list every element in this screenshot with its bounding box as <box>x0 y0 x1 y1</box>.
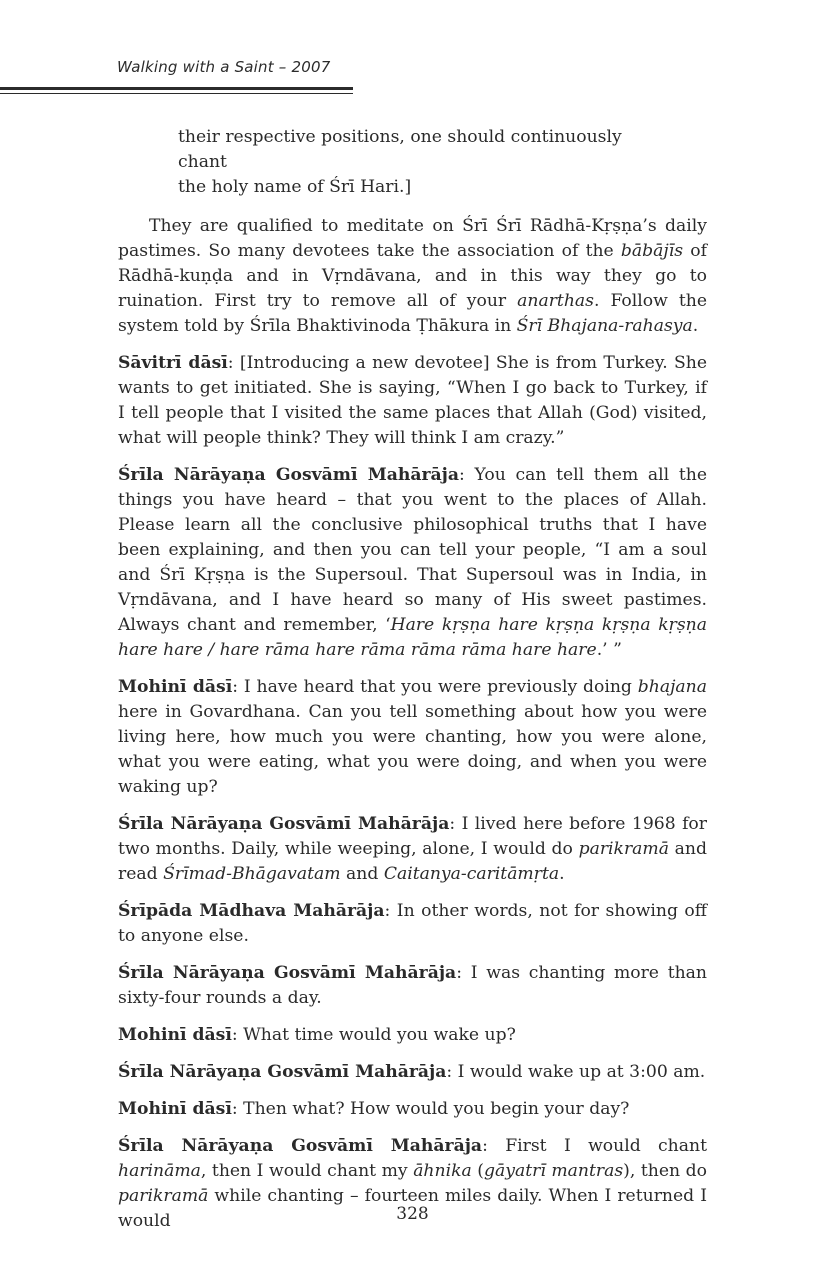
dialogue-paragraph: Śrīla Nārāyaṇa Gosvāmī Mahārāja: First I would chant harināma, then I would chant my āhnika (gāyatrī mantras), then do parikramā while chanting – fourteen miles daily. When I returned I would <box>118 1136 707 1231</box>
running-head: Walking with a Saint – 2007 <box>117 58 331 76</box>
verse-line: their respective positions, one should continuously chant <box>178 127 622 172</box>
dialogue-paragraph: Mohinī dāsī: I have heard that you were previously doing bhajana here in Govardhana. Can you tell something about how you were living here, how much you were chanting, how you were alone, what you were eating, what you were doing, and when you were waking up? <box>118 677 707 797</box>
speaker-name: Śrīla Nārāyaṇa Gosvāmī Mahārāja <box>118 1136 483 1156</box>
header-rule-thick <box>0 87 353 90</box>
dialogue-paragraph: Sāvitrī dāsī: [Introducing a new devotee] She is from Turkey. She wants to get initiated. She is saying, “When I go back to Turkey, if I tell people that I visited the same places that Allah (God) visited, what will people think? They will think I am crazy.” <box>118 353 707 448</box>
verse-translation-end <box>118 125 707 200</box>
dialogue-paragraph: Mohinī dāsī: Then what? How would you begin your day? <box>118 1099 630 1119</box>
intro-paragraph: They are qualified to meditate on Śrī Śrī Rādhā-Kṛṣṇa’s daily pastimes. So many devotees take the association of the bābājīs of Rādhā-kuṇḍa and in Vṛndāvana, and in this way they go to ruination. First try to remove all of your anarthas. Follow the system told by Śrīla Bhaktivinoda Ṭhākura in Śrī Bhajana-rahasya. <box>118 216 707 336</box>
speaker-name: Śrīla Nārāyaṇa Gosvāmī Mahārāja <box>118 465 460 485</box>
speaker-name: Mohinī dāsī <box>118 1099 232 1119</box>
speaker-name: Śrīla Nārāyaṇa Gosvāmī Mahārāja <box>118 1062 447 1082</box>
page-number: 328 <box>396 1204 429 1224</box>
dialogue-paragraph: Śrīla Nārāyaṇa Gosvāmī Mahārāja: I was chanting more than sixty-four rounds a day. <box>118 963 707 1008</box>
speaker-name: Śrīla Nārāyaṇa Gosvāmī Mahārāja <box>118 814 450 834</box>
dialogue-paragraph: Śrīla Nārāyaṇa Gosvāmī Mahārāja: You can tell them all the things you have heard – that you went to the places of Allah. Please learn all the conclusive philosophical truths that I have been explaining, and then you can tell your people, “I am a soul and Śrī Kṛṣṇa is the Supersoul. That Supersoul was in India, in Vṛndāvana, and I have heard so many of His sweet pastimes. Always chant and remember, ‘Hare kṛṣṇa hare kṛṣṇa kṛṣṇa kṛṣṇa hare hare / hare rāma hare rāma rāma rāma hare hare.’ ” <box>118 465 707 660</box>
dialogue-paragraph: Śrīla Nārāyaṇa Gosvāmī Mahārāja: I would wake up at 3:00 am. <box>118 1062 706 1082</box>
speaker-name: Śrīla Nārāyaṇa Gosvāmī Mahārāja <box>118 963 457 983</box>
dialogue-paragraph: Śrīla Nārāyaṇa Gosvāmī Mahārāja: I lived here before 1968 for two months. Daily, while weeping, alone, I would do parikramā and read Śrīmad-Bhāgavatam and Caitanya-caritāmṛta. <box>118 814 707 884</box>
speaker-name: Sāvitrī dāsī <box>118 353 228 373</box>
speaker-name: Śrīpāda Mādhava Mahārāja <box>118 901 385 921</box>
dialogue-paragraph: Śrīpāda Mādhava Mahārāja: In other words, not for showing off to anyone else. <box>118 901 707 946</box>
dialogue-paragraph: Mohinī dāsī: What time would you wake up? <box>118 1025 516 1045</box>
header-rule-thin <box>0 93 353 94</box>
speaker-name: Mohinī dāsī <box>118 1025 232 1045</box>
speaker-name: Mohinī dāsī <box>118 677 233 697</box>
page-body <box>118 125 707 1246</box>
verse-line: the holy name of Śrī Hari.] <box>178 177 412 197</box>
